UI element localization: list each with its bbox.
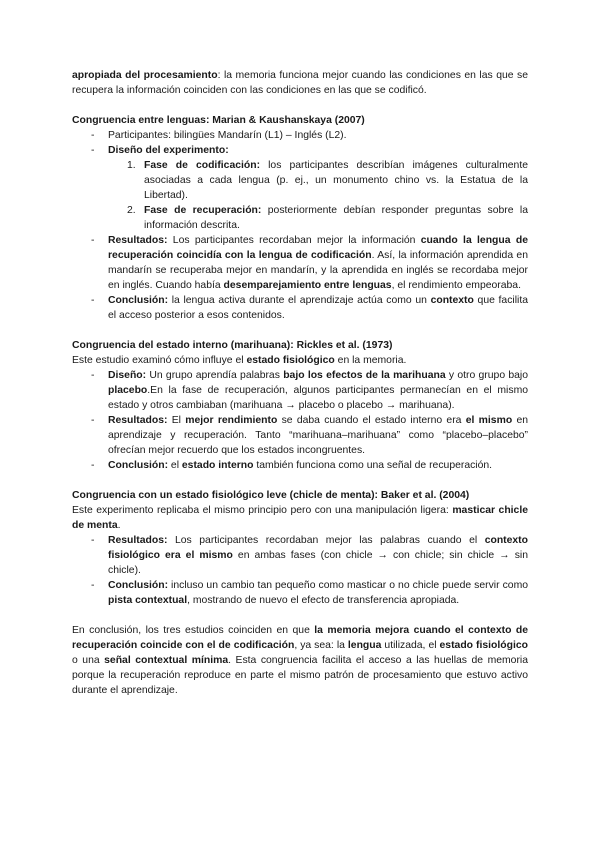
section-heading-lenguas: Congruencia entre lenguas: Marian & Kaushanskaya (2007) [72,115,365,126]
section-heading-chicle: Congruencia con un estado fisiológico leve (chicle de menta): Baker et al. (2004) [72,490,470,501]
intro-text: : la memoria funciona mejor cuando las condiciones en las que se recupera la información coinciden con las condiciones en las que se codificó. [72,70,528,96]
list-item-conclusion: - Conclusión: incluso un cambio tan pequeño como masticar o no chicle puede servir como pista contextual, mostrando de nuevo el efecto de transferencia apropiada. [108,578,528,608]
section-heading-marihuana: Congruencia del estado interno (marihuana): Rickles et al. (1973) [72,340,393,351]
section-intro-chicle: Este experimento replicaba el mismo principio pero con una manipulación ligera: masticar chicle de menta. [72,505,529,531]
list-item-participantes: - Participantes: bilingües Mandarín (L1) – Inglés (L2). [108,128,528,143]
list-item-diseno: - Diseño del experimento: 1. Fase de codificación: los participantes describían imágenes culturalmente asociadas a cada lengua (p. ej., un monumento chino vs. la Estatua de la Libertad). 2. Fase de recuperación: posteriormente debían responder preguntas sobre la información descrita. [108,143,528,233]
document-page [72,68,528,698]
fase-codificacion: 1. Fase de codificación: los participantes describían imágenes culturalmente asociadas a cada lengua (p. ej., un monumento chino vs. la Estatua de la Libertad). [127,160,528,201]
list-item-resultados: - Resultados: Los participantes recordaban mejor la información cuando la lengua de recuperación coincidía con la lengua de codificación. Así, la información aprendida en mandarín se recuperaba mejor en mandarín, y la aprendida en inglés se recordaba mejor en inglés. Cuando había desemparejamiento entre lenguas, el rendimiento empeoraba. [108,233,528,293]
fases-list [108,158,528,233]
intro-bold: apropiada del procesamiento [72,70,218,81]
fase-recuperacion: 2. Fase de recuperación: posteriormente debían responder preguntas sobre la información descrita. [127,205,528,231]
intro-paragraph [72,68,528,98]
section-list-marihuana [72,368,528,473]
list-item-conclusion: - Conclusión: el estado interno también funciona como una señal de recuperación. [108,458,528,473]
section-intro-marihuana: Este estudio examinó cómo influye el estado fisiológico en la memoria. [72,355,407,366]
section-list-chicle [72,533,528,608]
final-conclusion-paragraph: En conclusión, los tres estudios coinciden en que la memoria mejora cuando el contexto de recuperación coincide con el de codificación, ya sea: la lengua utilizada, el estado fisiológico o una señal contextual mínima. Esta congruencia facilita el acceso a las huellas de memoria porque la recuperación reproduce en parte el mismo patrón de procesamiento que estuvo activo durante el aprendizaje. [72,625,528,696]
list-item-diseno: - Diseño: Un grupo aprendía palabras bajo los efectos de la marihuana y otro grupo bajo placebo.En la fase de recuperación, algunos participantes permanecían en el mismo estado y otros cambiaban (marihuana → placebo o placebo → marihuana). [108,368,528,413]
list-item-resultados: - Resultados: El mejor rendimiento se daba cuando el estado interno era el mismo en aprendizaje y recuperación. Tanto “marihuana–marihuana” como “placebo–placebo” ofrecían mejor recuerdo que los estados incongruentes. [108,413,528,458]
list-item-conclusion: - Conclusión: la lengua activa durante el aprendizaje actúa como un contexto que facilita el acceso posterior a esos contenidos. [108,293,528,323]
section-list-lenguas [72,128,528,323]
list-item-resultados: - Resultados: Los participantes recordaban mejor las palabras cuando el contexto fisiológico era el mismo en ambas fases (con chicle → con chicle; sin chicle → sin chicle). [108,533,528,578]
